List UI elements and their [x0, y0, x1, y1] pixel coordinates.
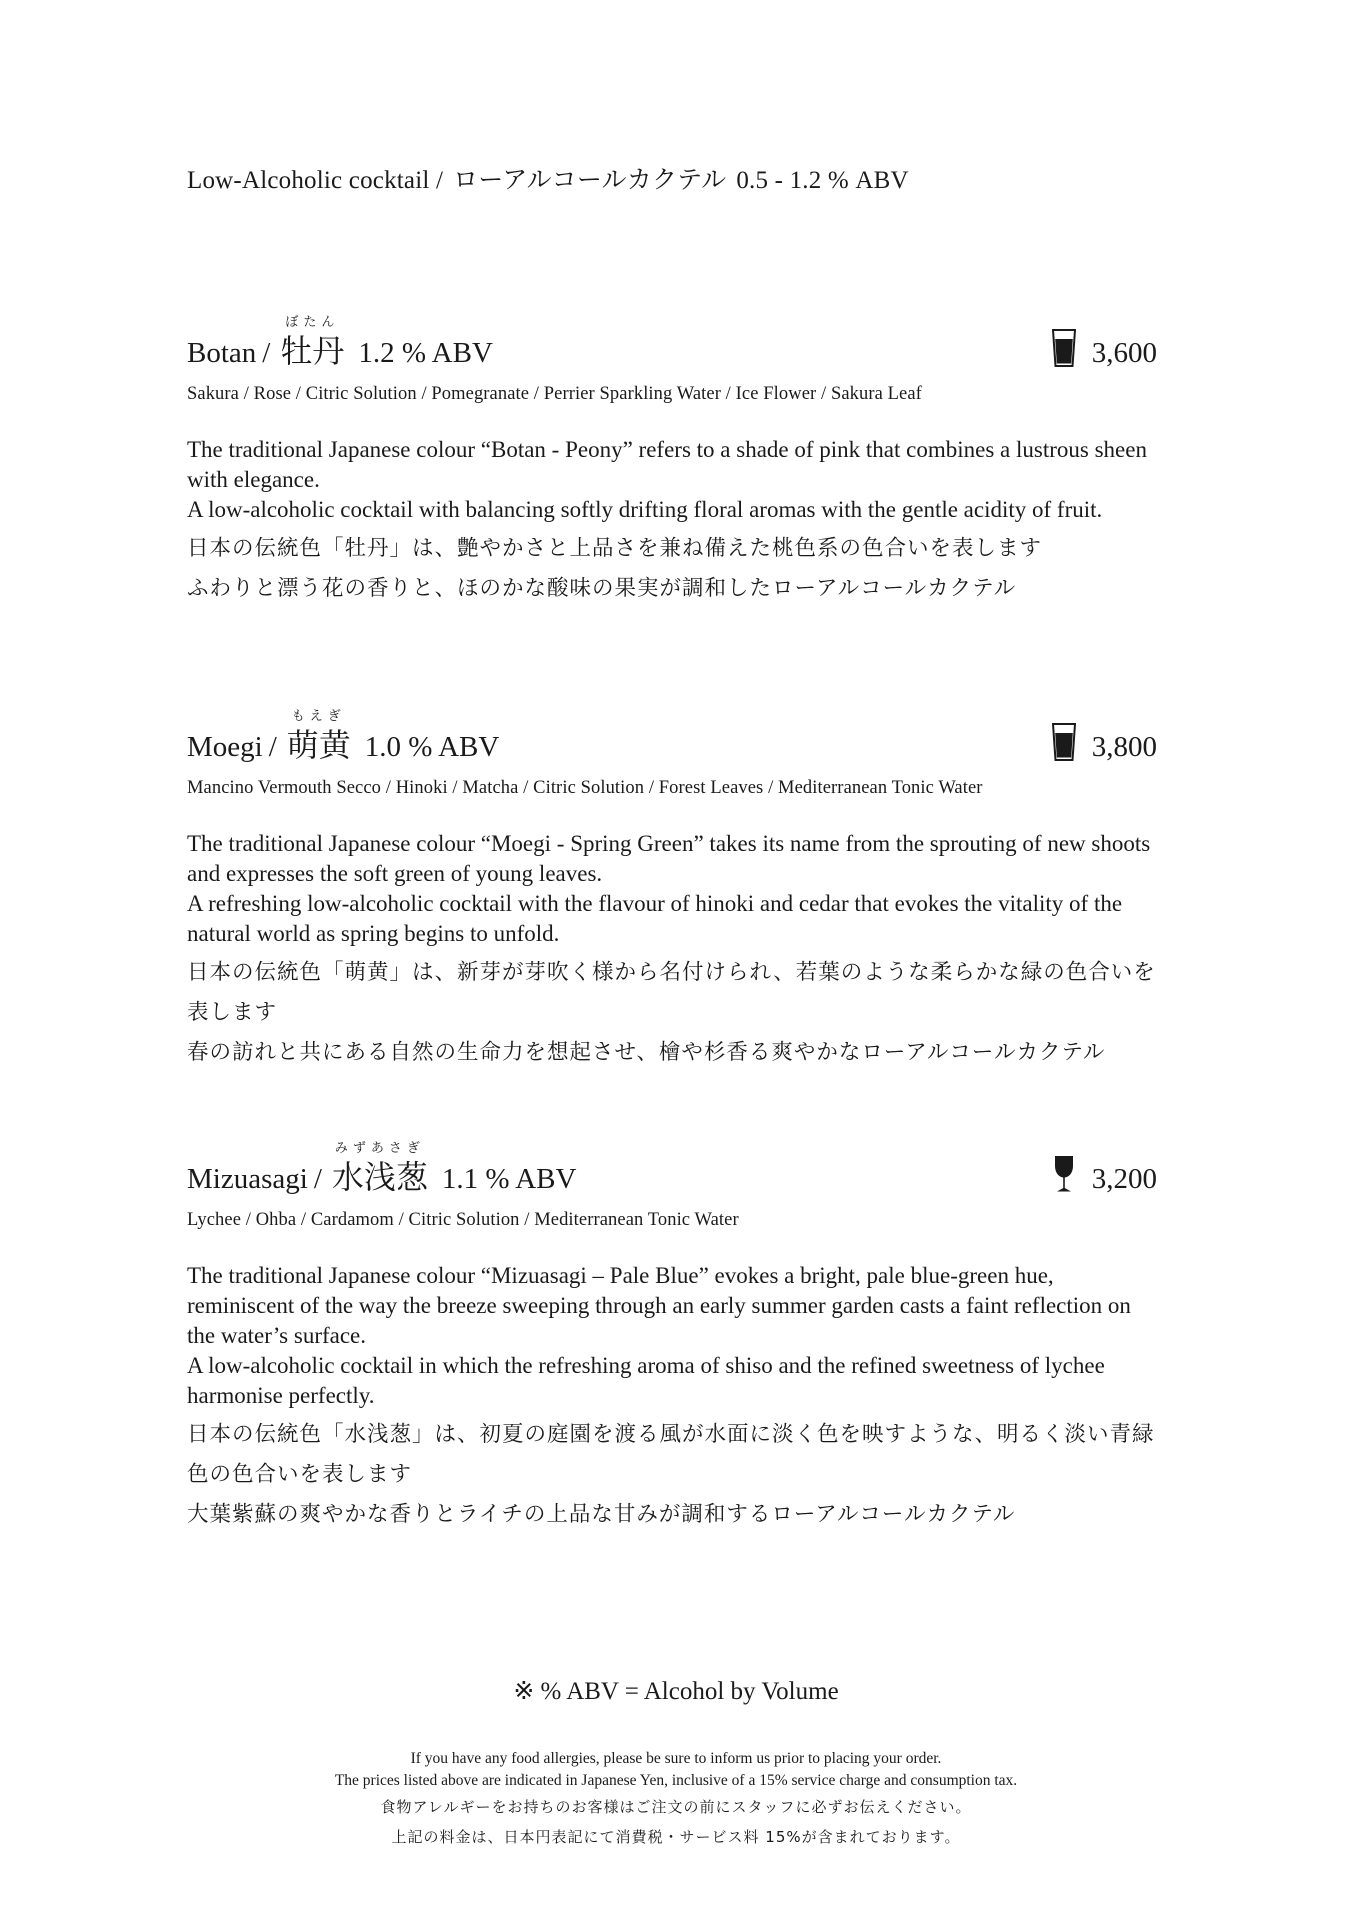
menu-item-moegi [187, 708, 1157, 1073]
description-line-jp: 日本の伝統色「萌黄」は、新芽が芽吹く様から名付けられ、若葉のような柔らかな緑の色合いを表します [187, 960, 1156, 1025]
item-name-reading: ぼたん [285, 314, 340, 329]
footer-notice [0, 1748, 1352, 1852]
description-line: A low-alcoholic cocktail with balancing softly drifting floral aromas with the gentle acidity of fruit. [187, 497, 1103, 522]
item-name [187, 708, 500, 763]
item-name-jp: 萌黄 [286, 727, 351, 763]
menu-category-header [187, 160, 909, 196]
item-name-en: Moegi [187, 731, 263, 763]
item-description-en [187, 829, 1157, 949]
tumbler-glass-icon [1052, 722, 1076, 762]
description-line: The traditional Japanese colour “Mizuasagi – Pale Blue” evokes a bright, pale blue-green hue, reminiscent of the way the breeze sweeping through an early summer garden casts a faint reflection on the water’s surface. [187, 1263, 1131, 1348]
menu-item-botan [187, 314, 1157, 609]
name-separator: / [262, 337, 271, 369]
item-abv: 1.2 % ABV [358, 337, 493, 369]
item-name-jp: 水浅葱 [331, 1159, 428, 1195]
description-line: The traditional Japanese colour “Moegi - Spring Green” takes its name from the sprouting of new shoots and expresses the soft green of young leaves. [187, 831, 1151, 886]
price-notice-en: The prices listed above are indicated in Japanese Yen, inclusive of a 15% service charge and consumption tax. [334, 1772, 1018, 1789]
item-title-row [187, 314, 1157, 369]
item-name-reading: みずあさぎ [334, 1140, 425, 1155]
item-price: 3,800 [1091, 731, 1157, 763]
description-line-jp: ふわりと漂う花の香りと、ほのかな酸味の果実が調和したローアルコールカクテル [187, 576, 1017, 601]
item-name-jp: 牡丹 [280, 333, 345, 369]
item-description-en [187, 435, 1157, 525]
item-title-row [187, 1140, 1157, 1195]
description-line-jp: 大葉紫蘇の爽やかな香りとライチの上品な甘みが調和するローアルコールカクテル [187, 1502, 1016, 1527]
item-price-block [1052, 722, 1157, 762]
menu-item-mizuasagi [187, 1140, 1157, 1535]
description-line: The traditional Japanese colour “Botan - Peony” refers to a shade of pink that combines a lustrous sheen with elegance. [187, 437, 1147, 492]
item-description-en [187, 1261, 1157, 1411]
description-line-jp: 春の訪れと共にある自然の生命力を想起させ、檜や杉香る爽やかなローアルコールカクテル [187, 1040, 1106, 1065]
wine-glass-icon [1052, 1154, 1076, 1194]
item-name-en: Botan [187, 337, 257, 369]
category-abv-range: 0.5 - 1.2 % ABV [736, 167, 909, 194]
price-notice-jp: 上記の料金は、日本円表記にて消費税・サービス料 15%が含まれております。 [391, 1828, 961, 1846]
category-title-en: Low-Alcoholic cocktail / [187, 167, 444, 194]
item-price-block [1052, 1154, 1157, 1194]
item-name-jp-with-reading [280, 314, 345, 369]
abv-definition-note: ※ % ABV = Alcohol by Volume [513, 1678, 839, 1705]
item-name-jp-with-reading [286, 708, 351, 763]
item-price-block [1052, 328, 1157, 368]
item-description-jp [187, 953, 1157, 1073]
description-line-jp: 日本の伝統色「水浅葱」は、初夏の庭園を渡る風が水面に淡く色を映すような、明るく淡い青緑色の色合いを表します [187, 1422, 1155, 1487]
item-abv: 1.0 % ABV [364, 731, 500, 763]
description-line: A refreshing low-alcoholic cocktail with the flavour of hinoki and cedar that evokes the vitality of the natural world as spring begins to unfold. [187, 891, 1123, 946]
allergy-notice-en: If you have any food allergies, please be sure to inform us prior to placing your order. [410, 1750, 942, 1767]
allergy-notice-jp: 食物アレルギーをお持ちのお客様はご注文の前にスタッフに必ずお伝えください。 [380, 1798, 972, 1816]
item-ingredients: Sakura / Rose / Citric Solution / Pomegranate / Perrier Sparkling Water / Ice Flower / Sakura Leaf [187, 384, 922, 404]
item-description-jp [187, 1415, 1157, 1535]
item-ingredients: Mancino Vermouth Secco / Hinoki / Matcha / Citric Solution / Forest Leaves / Mediterranean Tonic Water [187, 778, 983, 798]
description-line: A low-alcoholic cocktail in which the refreshing aroma of shiso and the refined sweetness of lychee harmonise perfectly. [187, 1353, 1105, 1408]
description-line-jp: 日本の伝統色「牡丹」は、艶やかさと上品さを兼ね備えた桃色系の色合いを表します [187, 536, 1043, 561]
item-abv: 1.1 % ABV [441, 1163, 577, 1195]
name-separator: / [268, 731, 277, 763]
item-name-reading: もえぎ [291, 708, 346, 723]
item-name-jp-with-reading [331, 1140, 428, 1195]
item-description-jp [187, 529, 1157, 609]
category-title-jp: ローアルコールカクテル [453, 167, 727, 194]
name-separator: / [313, 1163, 322, 1195]
tumbler-glass-icon [1052, 328, 1076, 368]
item-title-row [187, 708, 1157, 763]
item-name [187, 1140, 577, 1195]
item-price: 3,600 [1091, 337, 1157, 369]
item-price: 3,200 [1091, 1163, 1157, 1195]
item-ingredients: Lychee / Ohba / Cardamom / Citric Solution / Mediterranean Tonic Water [187, 1210, 739, 1230]
item-name-en: Mizuasagi [187, 1163, 308, 1195]
item-name [187, 314, 493, 369]
